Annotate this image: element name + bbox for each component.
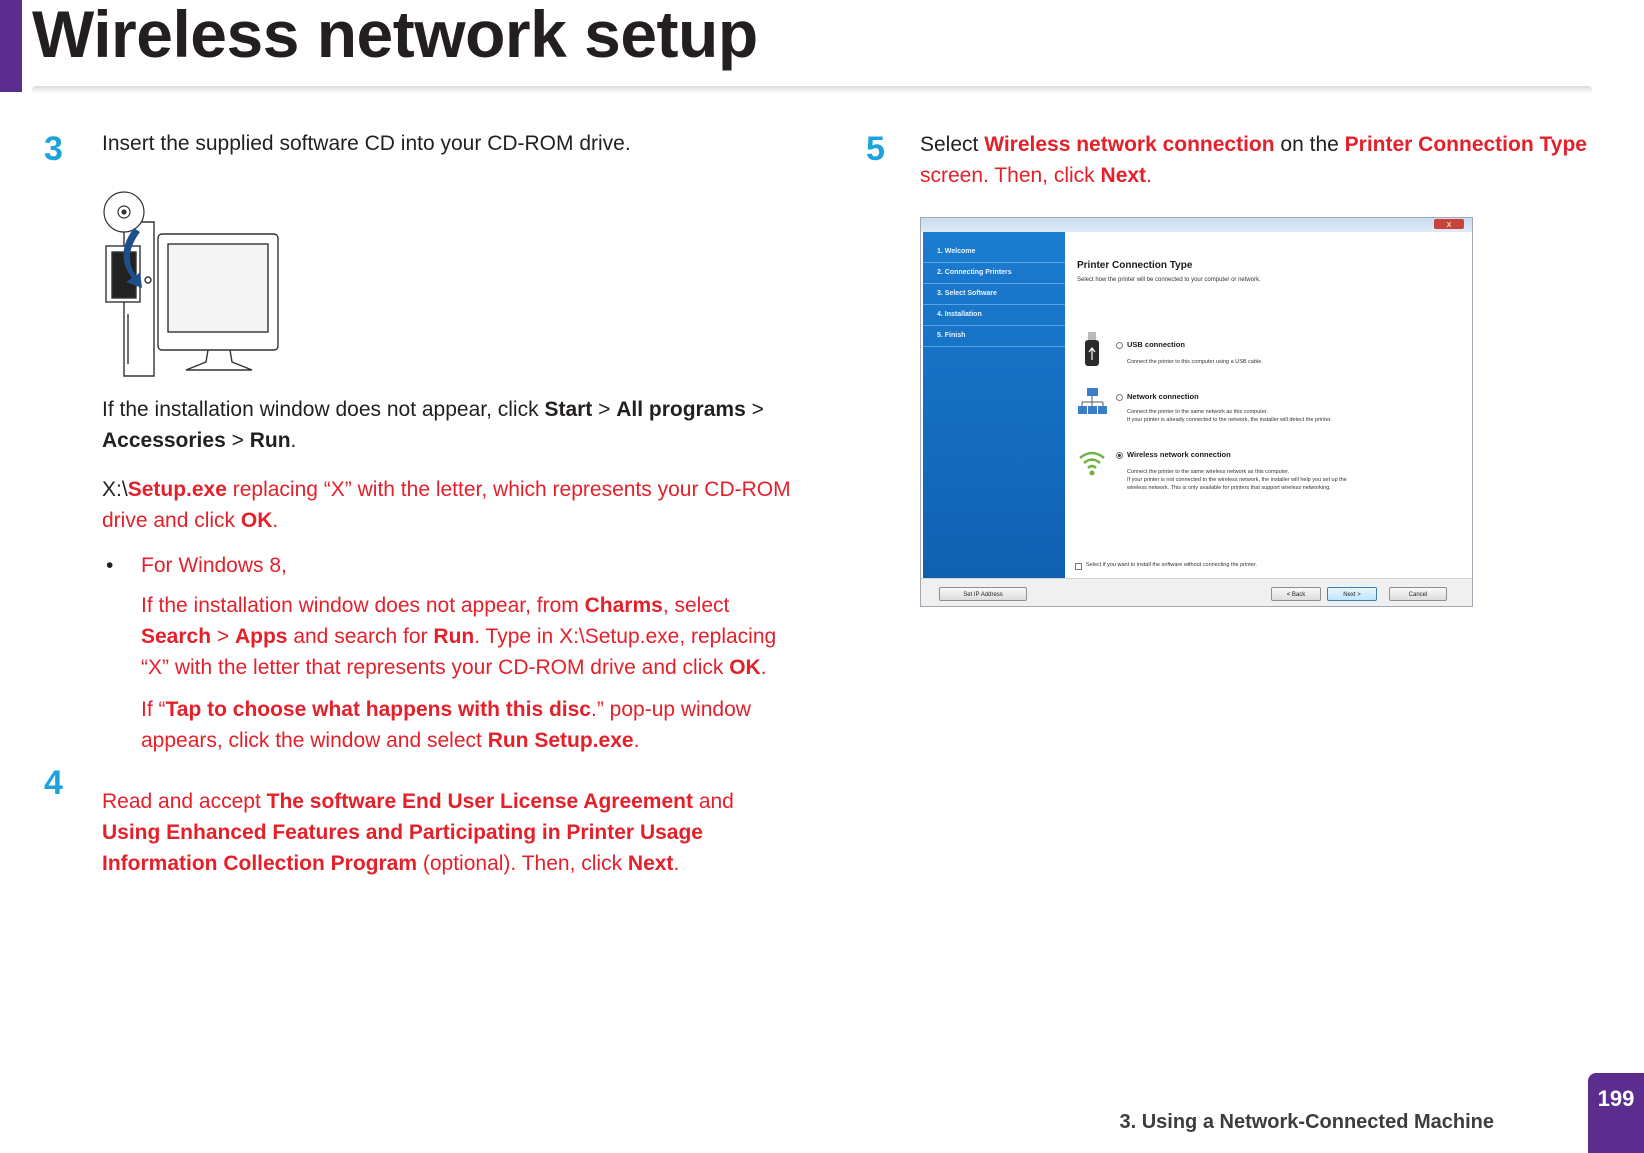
network-connection-desc2: If your printer is already connected to the network, the installer will detect the printer. xyxy=(1127,417,1332,423)
network-connection-title: Network connection xyxy=(1127,392,1199,401)
step5-paragraph: Select Wireless network connection on the Printer Connection Type screen. Then, click Next. xyxy=(920,133,1587,187)
network-connection-desc1: Connect the printer to the same network as this computer. xyxy=(1127,409,1268,415)
windows8-charms-paragraph: If the installation window does not appear, from Charms, select Search > Apps and search for Run. Type in X:\Setup.exe, replacing “X” with the letter that represents your CD-ROM drive and click OK. xyxy=(141,594,777,679)
step-number-4: 4 xyxy=(44,764,63,802)
sidebar-item-installation: 4. Installation xyxy=(923,305,1065,326)
dialog-heading: Printer Connection Type xyxy=(1077,260,1193,271)
step3-no-window-paragraph: If the installation window does not appear, click Start > All programs > Accessories > Run. xyxy=(102,398,764,452)
usb-drive-icon xyxy=(1077,330,1107,370)
close-icon[interactable]: x xyxy=(1434,219,1464,229)
cancel-button[interactable]: Cancel xyxy=(1389,587,1447,601)
network-connection-radio[interactable] xyxy=(1116,394,1123,401)
sidebar-item-select-software: 3. Select Software xyxy=(923,284,1065,305)
page-number-badge: 199 xyxy=(1588,1073,1644,1153)
dialog-sidebar xyxy=(923,232,1065,592)
back-button[interactable]: < Back xyxy=(1271,587,1321,601)
set-ip-address-button[interactable]: Set IP Address xyxy=(939,587,1027,601)
cd-disc-icon xyxy=(104,192,144,232)
wireless-signal-icon xyxy=(1077,446,1107,486)
dialog-button-bar xyxy=(921,578,1472,607)
dialog-main-panel xyxy=(1069,232,1472,592)
wireless-connection-desc3: wireless network. This is only available for printers that support wireless networking. xyxy=(1127,485,1331,491)
install-without-printer-checkbox[interactable] xyxy=(1075,563,1082,570)
wireless-connection-title: Wireless network connection xyxy=(1127,450,1231,459)
bullet-marker: • xyxy=(106,554,114,577)
usb-connection-title: USB connection xyxy=(1127,340,1185,349)
printer-connection-dialog-screenshot xyxy=(920,217,1473,607)
sidebar-item-finish: 5. Finish xyxy=(923,326,1065,347)
step-number-3: 3 xyxy=(44,130,63,168)
header-accent-bar xyxy=(0,0,22,92)
usb-connection-radio[interactable] xyxy=(1116,342,1123,349)
wireless-connection-desc1: Connect the printer to the same wireless network as this computer. xyxy=(1127,469,1290,475)
title-divider xyxy=(32,86,1592,94)
cd-insert-illustration xyxy=(102,184,302,384)
network-icon xyxy=(1077,384,1107,424)
step3-instruction: Insert the supplied software CD into your CD-ROM drive. xyxy=(102,132,631,155)
step3-setup-exe-paragraph: X:\Setup.exe replacing “X” with the letter, which represents your CD-ROM drive and click OK. xyxy=(102,478,791,532)
footer-chapter: 3. Using a Network-Connected Machine xyxy=(1119,1111,1494,1133)
install-without-printer-label: Select if you want to install the software without connecting the printer. xyxy=(1086,562,1257,568)
step4-paragraph: Read and accept The software End User License Agreement and Using Enhanced Features and Participating in Printer Usage Information Collection Program (optional). Then, click Next. xyxy=(102,790,734,875)
dialog-titlebar xyxy=(921,218,1472,232)
sidebar-item-connecting-printers: 2. Connecting Printers xyxy=(923,263,1065,284)
wireless-connection-radio[interactable] xyxy=(1116,452,1123,459)
step-number-5: 5 xyxy=(866,130,885,168)
wireless-connection-desc2: If your printer is not connected to the wireless network, the installer will help you set up the xyxy=(1127,477,1347,483)
next-button[interactable]: Next > xyxy=(1327,587,1377,601)
sidebar-item-welcome: 1. Welcome xyxy=(923,242,1065,263)
page-title: Wireless network setup xyxy=(32,0,758,71)
dialog-subheading: Select how the printer will be connected to your computer or network. xyxy=(1077,277,1261,283)
usb-connection-desc: Connect the printer to this computer using a USB cable. xyxy=(1127,359,1263,365)
windows8-label: For Windows 8, xyxy=(141,554,287,577)
windows8-tap-paragraph: If “Tap to choose what happens with this disc.” pop-up window appears, click the window and select Run Setup.exe. xyxy=(141,698,751,752)
